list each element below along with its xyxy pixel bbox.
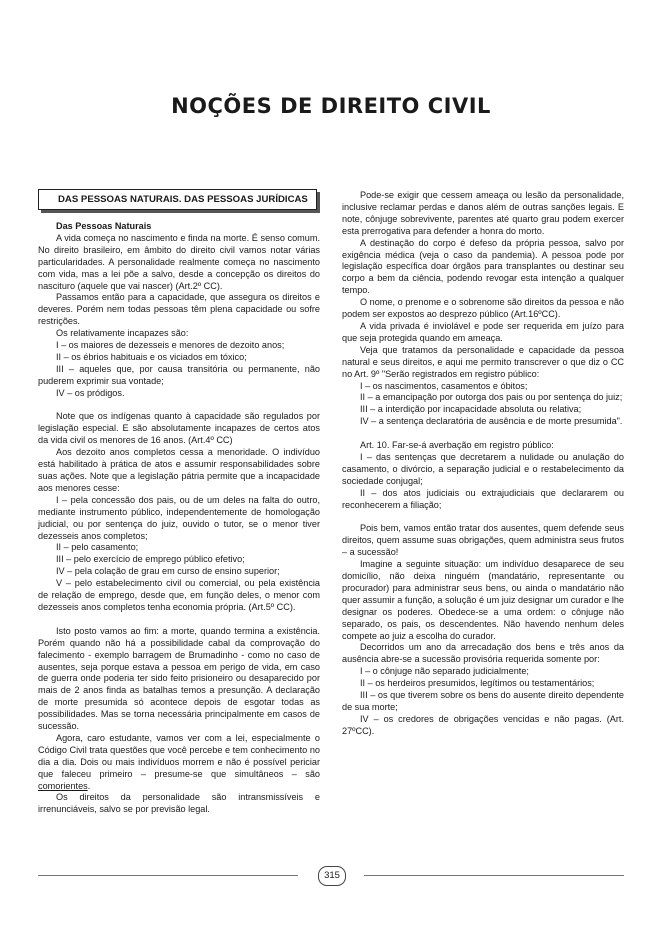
paragraph bbox=[38, 340, 320, 352]
paragraph-text: Isto posto vamos ao fim: a morte, quando termina a existência. Porém quando não há a possibilidade cabal da comprovação do falecimento - exemplo barragem de Brumadinho - como no caso de ausentes, seja porque estava a pessoa em perigo de vida, em caso de guerra onde poderia ter sido feito prisioneiro ou desaparecido por mais de 2 anos finda as batalhas temos a presunção. A declaração de morte presumida só acontece depois de esgotar todas as possibilidades. Mas se torna necessária principalmente em casos de sucessão. bbox=[38, 625, 320, 732]
paragraph bbox=[342, 238, 624, 298]
paragraph-text: Os relativamente incapazes são: bbox=[56, 328, 189, 339]
paragraph-text: III – a interdição por incapacidade absoluta ou relativa; bbox=[360, 404, 582, 415]
paragraph bbox=[38, 554, 320, 566]
paragraph-text: IV – a sentença declaratória de ausência e de morte presumida". bbox=[360, 416, 623, 427]
paragraph bbox=[342, 190, 624, 238]
paragraph bbox=[342, 488, 624, 512]
footer-rule-left bbox=[38, 875, 298, 876]
paragraph-text: II – a emancipação por outorga dos pais ou por sentença do juiz; bbox=[360, 392, 623, 403]
paragraph-text: Veja que tratamos da personalidade e capacidade da pessoa natural e seus direitos, e aqui me permito transcrever o que diz o CC no Art. 9º "Serão registrados em registro público: bbox=[342, 344, 624, 379]
page-number: 315 bbox=[318, 866, 346, 886]
paragraph bbox=[342, 523, 624, 559]
paragraph-text: III – pelo exercício de emprego público efetivo; bbox=[56, 554, 245, 565]
paragraph-text: O nome, o prenome e o sobrenome são direitos da pessoa e não podem ser expostos ao desprezo público (Art.16ºCC). bbox=[342, 297, 624, 320]
paragraph-text: III – os que tiverem sobre os bens do ausente direito dependente de sua morte; bbox=[342, 690, 624, 712]
paragraph-text: Aos dezoito anos completos cessa a menoridade. O indivíduo está habilitado à prática de atos e assumir responsabilidades sobre suas ações. Note que a legislação pátria permite que a incapacidade aos menores cesse: bbox=[38, 447, 320, 493]
paragraph-text: Das Pessoas Naturais bbox=[56, 221, 152, 231]
paragraph-text: IV – pela colação de grau em curso de ensino superior; bbox=[56, 566, 280, 577]
paragraph bbox=[38, 792, 320, 816]
paragraph-text: II – pelo casamento; bbox=[56, 542, 139, 553]
paragraph bbox=[342, 642, 624, 666]
left-column bbox=[38, 190, 320, 816]
paragraph bbox=[38, 733, 320, 793]
paragraph bbox=[38, 566, 320, 578]
paragraph-text: I – das sentenças que decretarem a nulidade ou anulação do casamento, o divórcio, a separação judicial e o restabelecimento da sociedade conjugal; bbox=[342, 451, 624, 486]
paragraph-text: Os direitos da personalidade são intransmissíveis e irrenunciáveis, salvo se por previsão legal. bbox=[38, 792, 320, 815]
paragraph bbox=[38, 626, 320, 733]
paragraph bbox=[342, 297, 624, 321]
paragraph bbox=[342, 321, 624, 345]
paragraph bbox=[342, 404, 624, 416]
paragraph-text: V – pelo estabelecimento civil ou comercial, ou pela existência de relação de emprego, desde que, em função deles, o menor com dezesseis anos completos tenha economia própria. (Art.5º CC). bbox=[38, 578, 320, 612]
paragraph bbox=[342, 381, 624, 393]
paragraph bbox=[342, 392, 624, 404]
paragraph bbox=[38, 388, 320, 400]
paragraph bbox=[38, 578, 320, 614]
paragraph bbox=[38, 328, 320, 340]
paragraph-text: Art. 10. Far-se-á averbação em registro público: bbox=[360, 440, 554, 451]
paragraph-text: II – dos atos judiciais ou extrajudiciais que declararem ou reconhecerem a filiação; bbox=[342, 487, 624, 510]
paragraph-text: Passamos então para a capacidade, que assegura os direitos e deveres. Porém nem todas pessoas têm plena capacidade ou sofre restrições. bbox=[38, 292, 320, 327]
paragraph-text: Imagine a seguinte situação: um indivíduo desaparece de seu domicílio, não deixa ninguém (mandatário, representante ou procurador) para administrar seus bens, ou ainda o mandatário não quer assumir a função, a solução é um juiz designar um curador e lhe designar os poderes. Obedece-se a uma ordem: o cônjuge não separado, os pais, os descendentes. Não havendo nenhum deles compete ao juiz a escolha do curador. bbox=[342, 559, 625, 641]
underlined-term: comorientes bbox=[38, 780, 88, 791]
paragraph bbox=[342, 690, 624, 714]
paragraph-text: A vida privada é inviolável e pode ser requerida em juízo para que seja protegida quando em ameaça. bbox=[342, 320, 624, 343]
paragraph bbox=[342, 666, 624, 678]
paragraph bbox=[38, 495, 320, 543]
paragraph bbox=[38, 221, 320, 233]
paragraph bbox=[38, 292, 320, 328]
paragraph-text: A destinação do corpo é defeso da própria pessoa, salvo por exigência médica (veja o caso da pandemia). A pessoa pode por legislação específica doar órgãos para transplantes ou destinar seu corpo a bem da ciência, podendo revogar esta intenção a qualquer tempo. bbox=[342, 237, 624, 296]
paragraph bbox=[342, 345, 624, 381]
paragraph bbox=[38, 411, 320, 447]
paragraph bbox=[38, 364, 320, 388]
paragraph bbox=[342, 440, 624, 452]
paragraph-text: Pode-se exigir que cessem ameaça ou lesão da personalidade, inclusive reclamar perdas e danos além de outras sanções legais. E note, cônjuge sobrevivente, parentes até quarto grau podem exercer esta prerrogativa para defender a honra do morto. bbox=[342, 190, 624, 236]
paragraph-text: A vida começa no nascimento e finda na morte. É senso comum. No direito brasileiro, em âmbito do direito civil vamos notar várias particularidades. A personalidade realmente começa no nascimento com vida, mas a lei põe a salvo, desde a concepção os direitos do nascituro (aquele que vai nascer) (Art.2º CC). bbox=[38, 232, 320, 291]
paragraph-text: I – o cônjuge não separado judicialmente; bbox=[360, 666, 529, 677]
paragraph bbox=[38, 542, 320, 554]
paragraph-text: I – os nascimentos, casamentos e óbitos; bbox=[360, 380, 528, 391]
section-heading: DAS PESSOAS NATURAIS. DAS PESSOAS JURÍDICAS bbox=[38, 189, 317, 210]
paragraph-text: Agora, caro estudante, vamos ver com a lei, especialmente o Código Civil trata questões que você percebe e tem conhecimento no dia a dia. Dois ou mais indivíduos morrem e não é possível periciar que faleceu primeiro – presume-se que simultâneos – são bbox=[38, 732, 320, 779]
paragraph-text: II – os herdeiros presumidos, legítimos ou testamentários; bbox=[360, 678, 595, 689]
paragraph bbox=[38, 233, 320, 293]
paragraph-text: IV – os pródigos. bbox=[56, 387, 125, 398]
paragraph-text: Pois bem, vamos então tratar dos ausentes, quem defende seus direitos, quem assume suas obrigações, quem administra seus frutos – a sucessão! bbox=[342, 523, 624, 558]
paragraph-text-end: . bbox=[87, 780, 91, 791]
paragraph bbox=[342, 416, 624, 428]
paragraph-text: IV – os credores de obrigações vencidas e não pagas. (Art. 27ºCC). bbox=[342, 713, 624, 736]
footer-rule-right bbox=[364, 875, 624, 876]
page-title: NOÇÕES DE DIREITO CIVIL bbox=[171, 94, 491, 118]
paragraph-text: II – os ébrios habituais e os viciados em tóxico; bbox=[56, 351, 247, 362]
paragraph-text: Decorridos um ano da arrecadação dos bens e três anos da ausência abre-se a sucessão provisória requerida somente por: bbox=[342, 642, 624, 665]
paragraph-text: I – os maiores de dezesseis e menores de dezoito anos; bbox=[56, 340, 285, 351]
paragraph bbox=[38, 352, 320, 364]
paragraph bbox=[342, 714, 624, 738]
paragraph-text: III – aqueles que, por causa transitória ou permanente, não puderem exprimir sua vontade; bbox=[38, 363, 320, 386]
right-column bbox=[342, 190, 624, 738]
paragraph bbox=[342, 559, 624, 642]
paragraph bbox=[38, 447, 320, 495]
paragraph bbox=[342, 452, 624, 488]
paragraph-text: I – pela concessão dos pais, ou de um deles na falta do outro, mediante instrumento público, independentemente de homologação judicial, ou por sentença do juiz, ouvido o tutor, se o menor tiver dezesseis anos completos; bbox=[38, 494, 320, 541]
paragraph-text: Note que os indígenas quanto à capacidade são regulados por legislação especial. E são absolutamente incapazes de certos atos da vida civil os menores de 16 anos. (Art.4º CC) bbox=[38, 411, 320, 446]
paragraph bbox=[342, 678, 624, 690]
